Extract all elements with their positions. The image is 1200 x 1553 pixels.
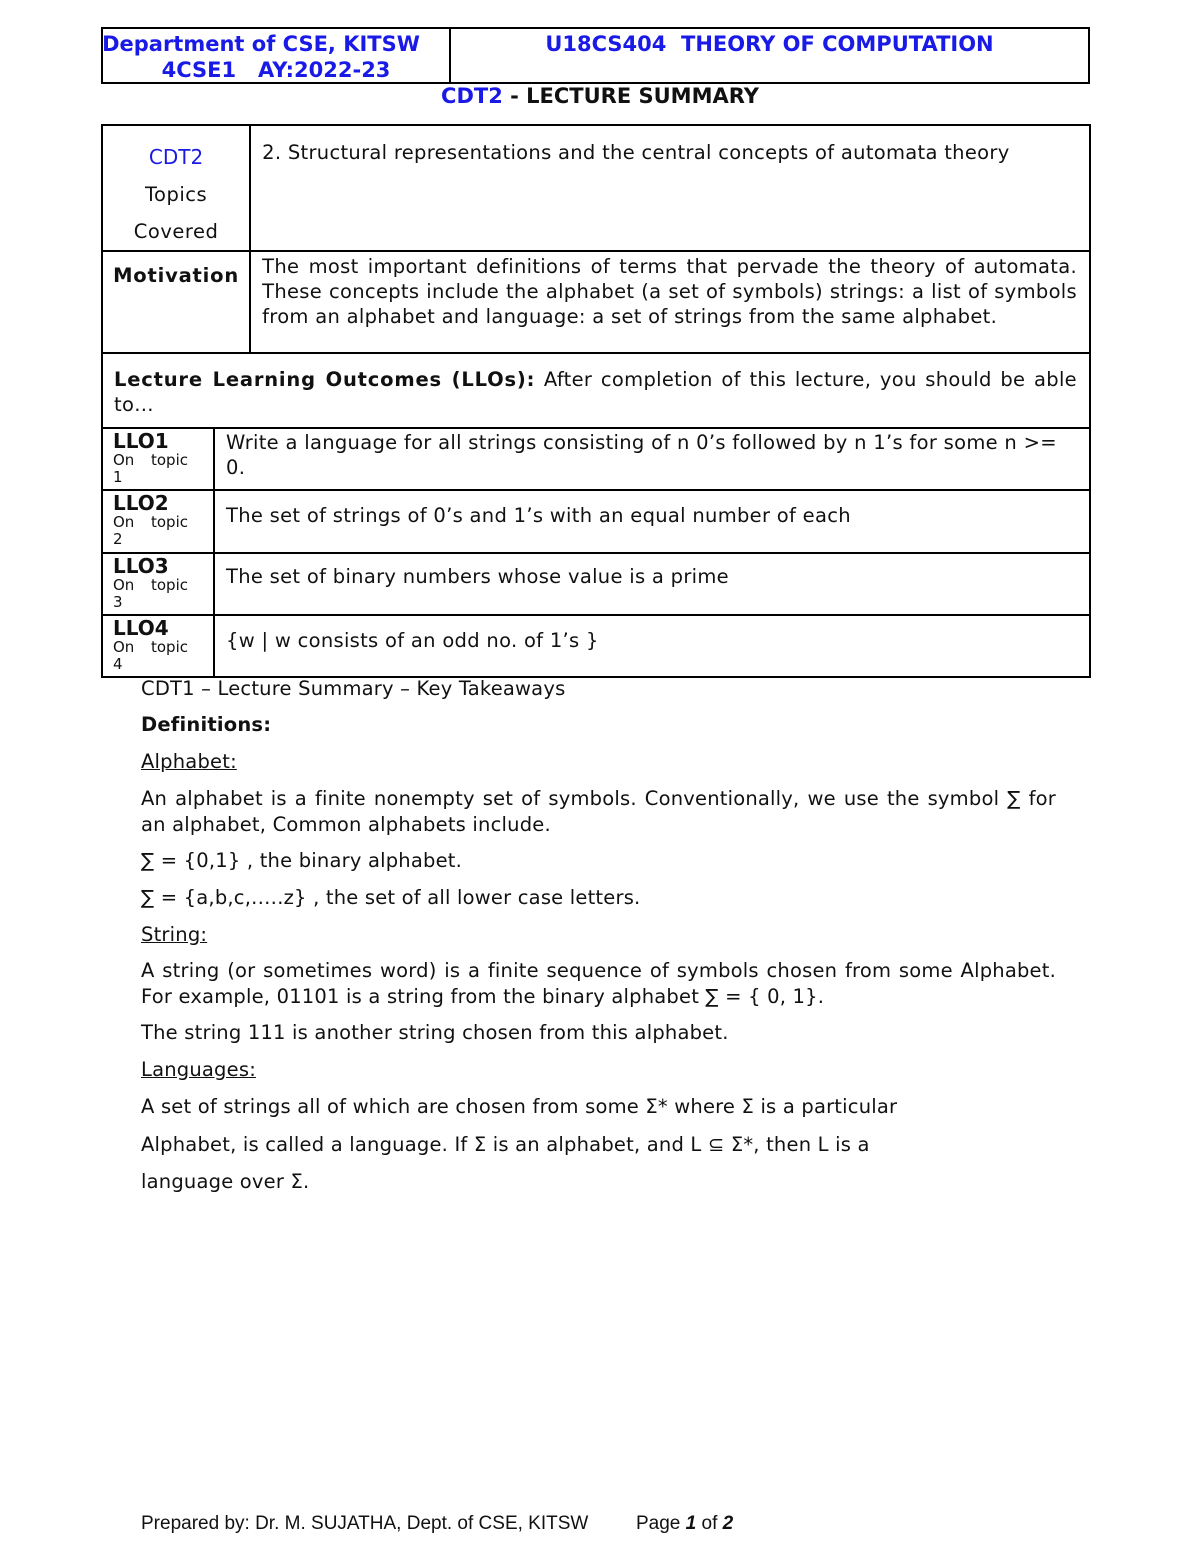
llo-code: LLO3 [113,554,169,578]
header-box [101,27,1090,84]
of-word: of [696,1513,723,1534]
llo-topic: topic [151,451,188,469]
motivation-label: Motivation [102,251,250,353]
llo-topic: topic [151,513,188,531]
alphabet-definition: An alphabet is a finite nonempty set of symbols. Conventionally, we use the symbol ∑ for an alphabet, Common alphabets include. [141,787,1056,836]
page-current: 1 [685,1513,697,1534]
page-title-rest: - LECTURE SUMMARY [502,84,759,108]
string-heading: String: [141,923,208,946]
llo-code: LLO4 [113,616,169,640]
llo-id-cell [102,553,214,615]
llo-intro-cell [102,353,1090,428]
llo-intro: After completion of this lecture, you should be able to… [114,368,1077,416]
llo-on: On [113,451,135,469]
course-title: U18CS404 THEORY OF COMPUTATION [545,32,994,56]
languages-heading: Languages: [141,1058,256,1081]
page-title [0,84,1200,108]
llo-topic-ref [113,577,213,594]
llo-text: Write a language for all strings consisting of n 0’s followed by n 1’s for some n >= 0. [214,428,1090,490]
llo-id-cell [102,615,214,677]
topics-row [102,125,1090,251]
prepared-by: Dr. M. SUJATHA, Dept. of CSE, KITSW [249,1513,589,1534]
motivation-row [102,251,1090,353]
llo-topic-ref [113,514,213,531]
llo-text: The set of binary numbers whose value is a prime [214,553,1090,615]
motivation-text: The most important definitions of terms that pervade the theory of automata. These concepts include the alphabet (a set of symbols) strings: a list of symbols from an alphabet and language: a set of strings from the same alphabet. [250,251,1090,353]
string-example: The string 111 is another string chosen from this alphabet. [141,1021,729,1044]
llo-topic-num: 2 [113,530,123,548]
llo-row [102,490,1090,553]
page-number [636,1513,733,1535]
llo-text: {w | w consists of an odd no. of 1’s } [214,615,1090,677]
llo-topic-num: 3 [113,593,123,611]
llo-topic-ref [113,452,213,469]
llo-text: The set of strings of 0’s and 1’s with an equal number of each [214,490,1090,553]
definitions-heading: Definitions: [141,713,272,736]
alphabet-example-binary: ∑ = {0,1} , the binary alphabet. [141,849,463,872]
lecture-summary-table [101,124,1091,678]
languages-line-1: A set of strings all of which are chosen from some Σ* where Σ is a particular [141,1095,898,1118]
alphabet-example-letters: ∑ = {a,b,c,.….z} , the set of all lower case letters. [141,886,641,909]
topics-cell-label [102,125,250,251]
llo-topic-ref [113,639,213,656]
llo-topic: topic [151,638,188,656]
prepared-by-label: Prepared by: [141,1513,250,1534]
llo-heading: Lecture Learning Outcomes (LLOs): [114,368,536,391]
llo-topic-num: 1 [113,468,123,486]
topics-code: CDT2 [148,145,204,169]
page-word: Page [636,1513,686,1534]
header-left [103,29,451,82]
llo-topic: topic [151,576,188,594]
key-takeaways: CDT1 – Lecture Summary – Key Takeaways [141,677,566,700]
department-name: Department of CSE, KITSW [102,32,420,56]
topics-text: 2. Structural representations and the central concepts of automata theory [250,125,1090,251]
class-year: 4CSE1 AY:2022-23 [161,58,391,82]
languages-line-2: Alphabet, is called a language. If Σ is an alphabet, and L ⊆ Σ*, then L is a [141,1133,870,1156]
llo-row [102,615,1090,677]
string-definition: A string (or sometimes word) is a finite sequence of symbols chosen from some Alphabet. For example, 01101 is a string from the binary alphabet ∑ = { 0, 1}. [141,959,1056,1008]
languages-line-3: language over Σ. [141,1170,310,1193]
page-title-code: CDT2 [441,84,503,108]
llo-on: On [113,638,135,656]
llo-row [102,428,1090,490]
llo-heading-row [102,353,1090,428]
llo-row [102,553,1090,615]
topics-label: Topics Covered [133,183,219,243]
llo-code: LLO2 [113,491,169,515]
llo-on: On [113,513,135,531]
alphabet-heading: Alphabet: [141,750,237,773]
page-footer [141,1513,734,1535]
llo-topic-num: 4 [113,655,123,673]
llo-on: On [113,576,135,594]
page-total: 2 [722,1513,734,1534]
llo-code: LLO1 [113,429,169,453]
llo-id-cell [102,490,214,553]
llo-id-cell [102,428,214,490]
